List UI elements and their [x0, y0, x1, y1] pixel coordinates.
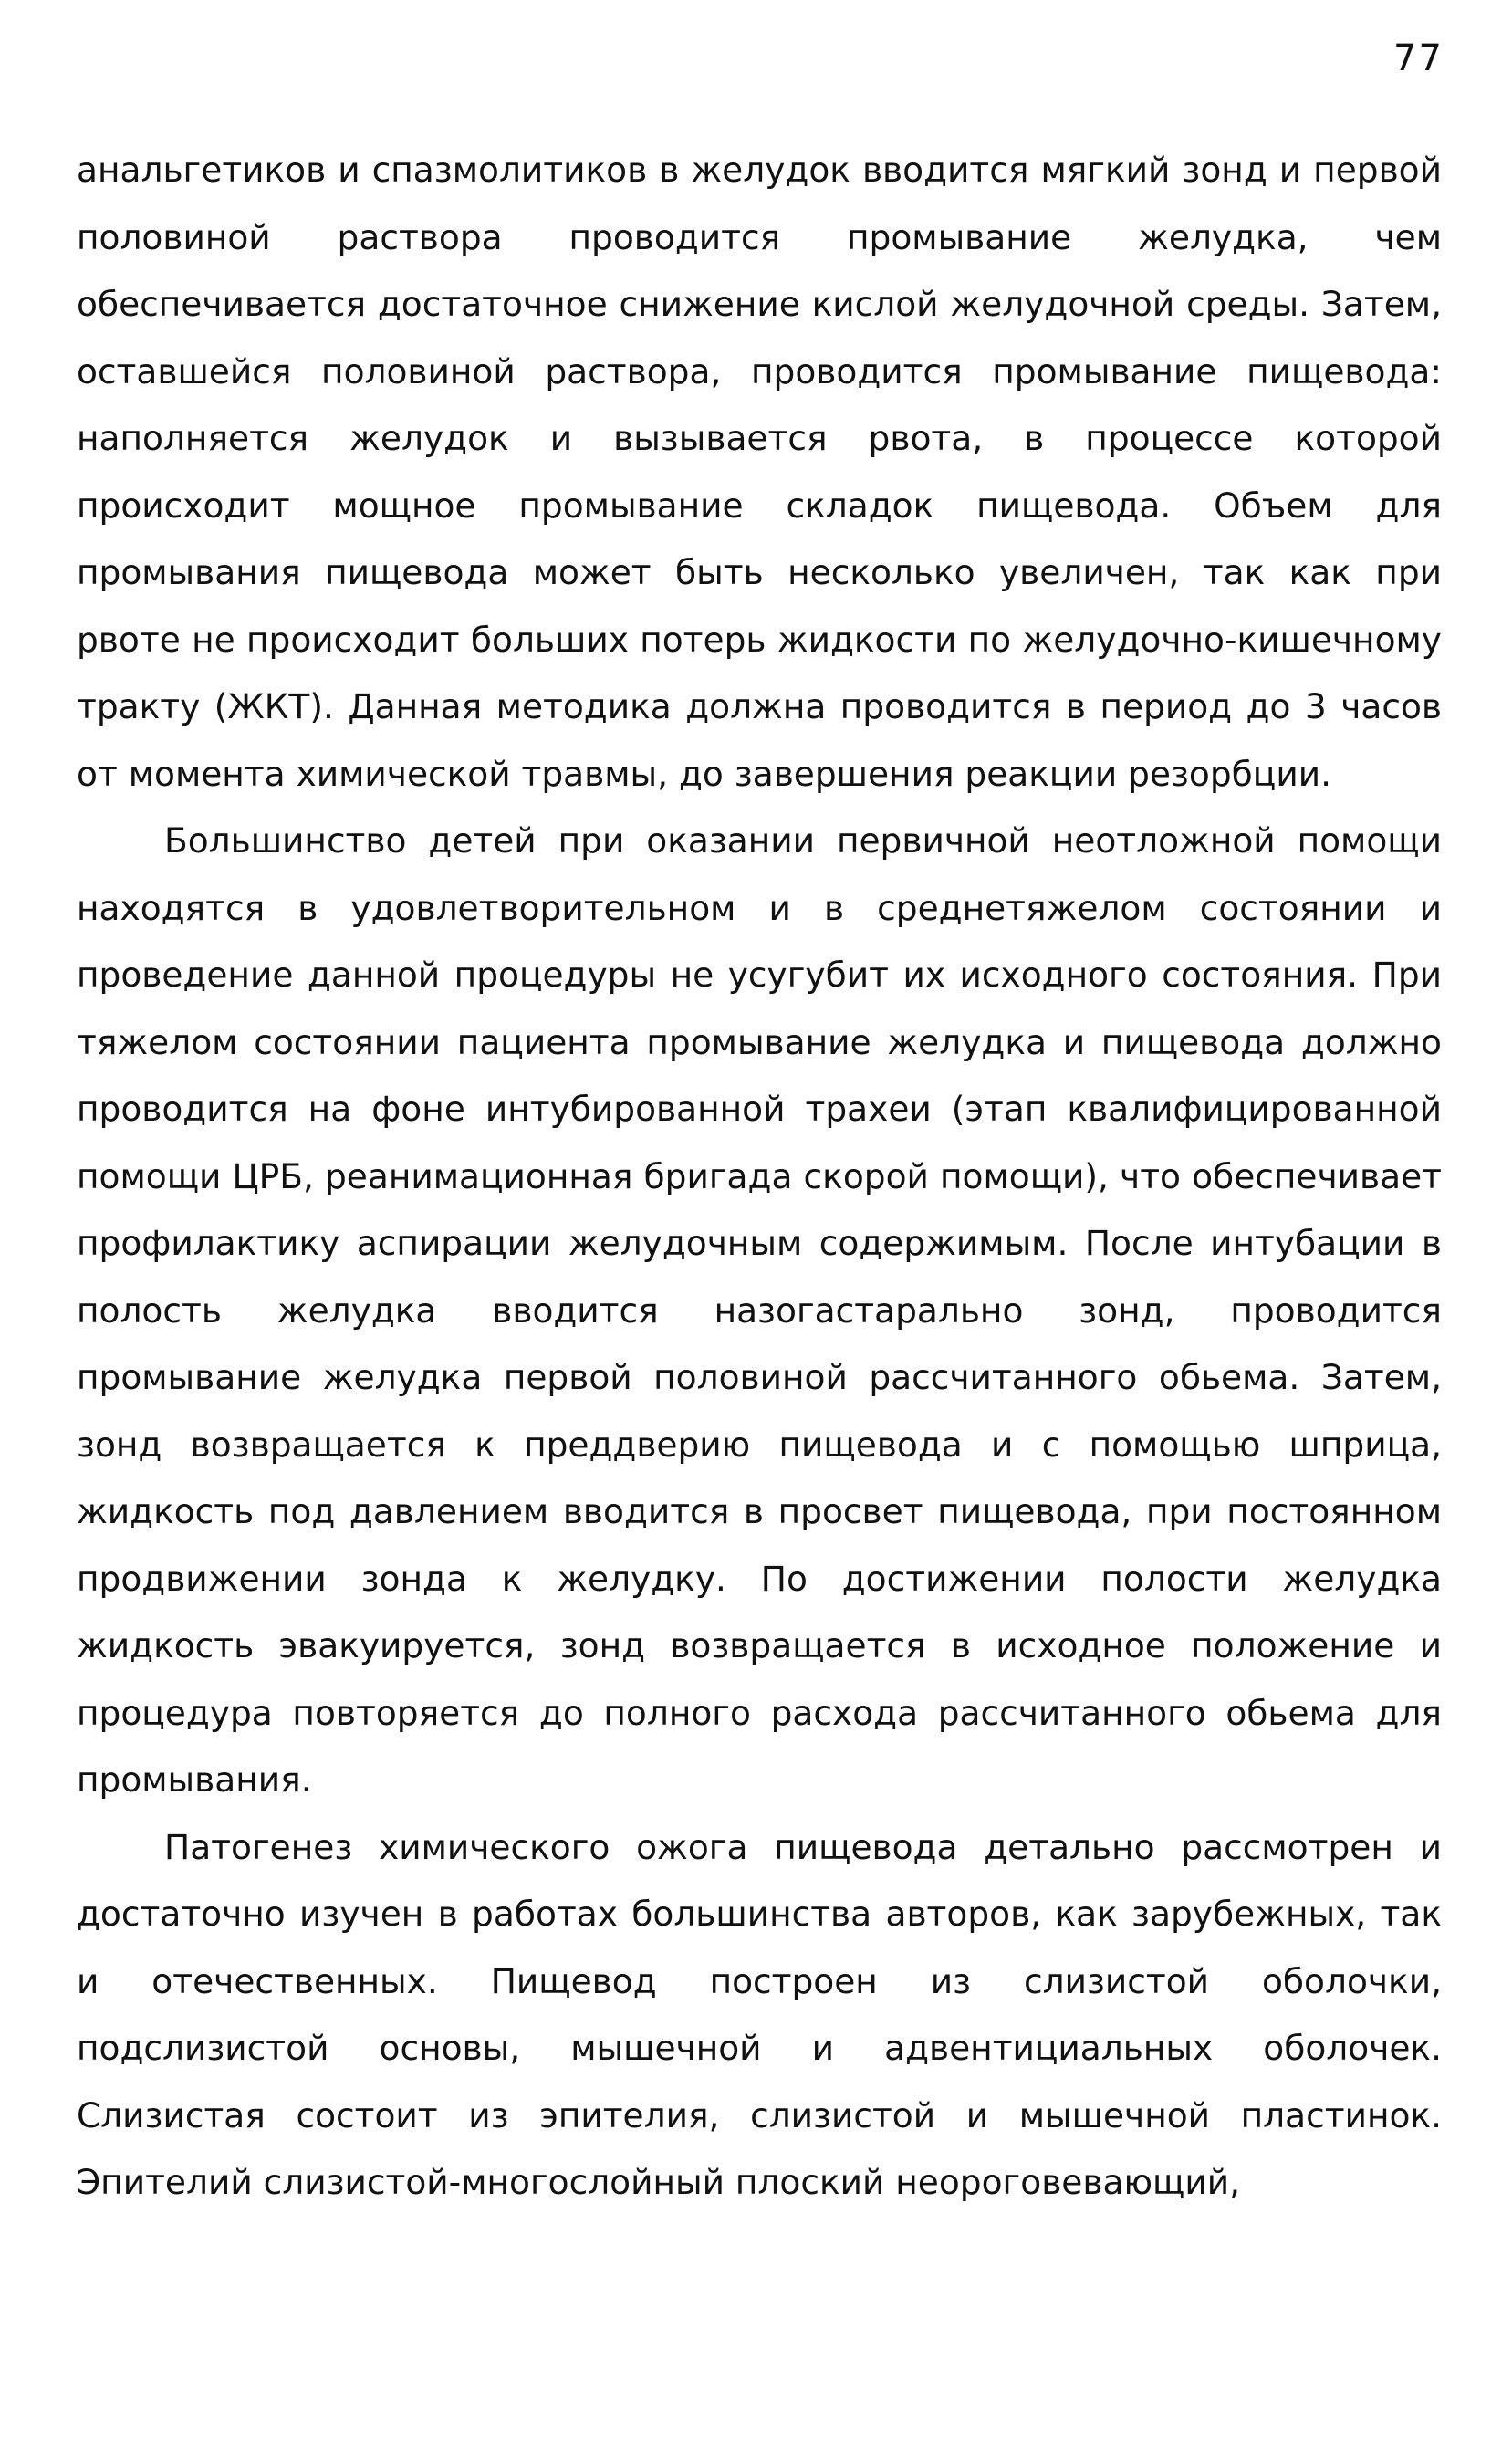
document-body	[77, 137, 1442, 2217]
paragraph-pathogenesis: Патогенез химического ожога пищевода детально рассмотрен и достаточно изучен в работах большинства авторов, как зарубежных, так и отечественных. Пищевод построен из слизистой оболочки, подслизистой основы, мышечной и адвентициальных оболочек. Слизистая состоит из эпителия, слизистой и мышечной пластинок. Эпителий слизистой-многослойный плоский неороговевающий,	[77, 1826, 1442, 2202]
page-number: 77	[1393, 37, 1444, 79]
paragraph-continuation: анальгетиков и спазмолитиков в желудок вводится мягкий зонд и первой половиной раствора проводится промывание желудка, чем обеспечивается достаточное снижение кислой желудочной среды. Затем, оставшейся половиной раствора, проводится промывание пищевода: наполняется желудок и вызывается рвота, в процессе которой происходит мощное промывание складок пищевода. Объем для промывания пищевода может быть несколько увеличен, так как при рвоте не происходит больших потерь жидкости по желудочно-кишечному тракту (ЖКТ). Данная методика должна проводится в период до 3 часов от момента химической травмы, до завершения реакции резорбции.	[77, 150, 1442, 794]
paragraph-first-aid: Большинство детей при оказании первичной неотложной помощи находятся в удовлетворительном и в среднетяжелом состоянии и проведение данной процедуры не усугубит их исходного состояния. При тяжелом состоянии пациента промывание желудка и пищевода должно проводится на фоне интубированной трахеи (этап квалифицированной помощи ЦРБ, реанимационная бригада скорой помощи), что обеспечивает профилактику аспирации желудочным содержимым. После интубации в полость желудка вводится назогастарально зонд, проводится промывание желудка первой половиной рассчитанного обьема. Затем, зонд возвращается к преддверию пищевода и с помощью шприца, жидкость под давлением вводится в просвет пищевода, при постоянном продвижении зонда к желудку. По достижении полости желудка жидкость эвакуируется, зонд возвращается в исходное положение и процедура повторяется до полного расхода рассчитанного обьема для промывания.	[77, 820, 1442, 1800]
